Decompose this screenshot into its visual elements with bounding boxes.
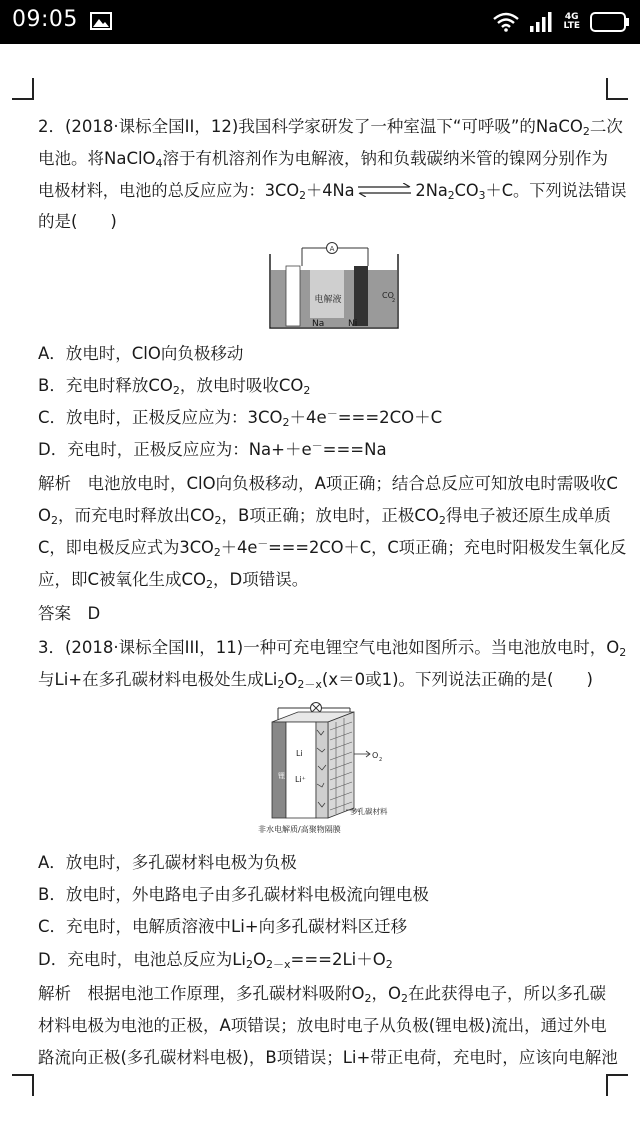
q2-option-c: C．放电时，正极反应应为：$3CO_2+4e^-===2CO+C$	[38, 407, 443, 429]
q3-option-d: D．充电时，电池总反应为$Li_2O_{2-x}===2Li+O_2$	[38, 950, 393, 971]
status-bar	[0, 0, 640, 44]
reversible-arrow-icon	[356, 183, 413, 197]
signal-strength-icon	[529, 12, 553, 32]
q2-explanation-line-2: $O_2$，而充电时释放出$CO_2$，B项正确；放电时，正极$CO_2$得电子被还原生成单质	[38, 506, 611, 527]
electrolyte-label: 电解液	[314, 295, 342, 305]
crop-mark-bottom-left	[12, 1074, 34, 1096]
lithium-air-battery-diagram	[258, 700, 394, 838]
lithium-electrode-label: 锂	[278, 772, 285, 780]
q2-explanation-line-4: 应，即C被氧化生成$CO_2$，D项错误。	[38, 570, 309, 591]
q3-stem-line-2: 与Li+在多孔碳材料电极处生成$Li_2O_{2-x}(x=0$或1)。下列说法正确的是( )	[38, 670, 593, 691]
status-time: 09:05	[12, 7, 78, 32]
crop-mark-top-right	[606, 78, 628, 100]
q2-stem-line-1: 2．(2018·课标全国II，12)我国科学家研发了一种室温下“可呼吸”的NaCO$_2$二次	[38, 117, 623, 138]
o2-subscript: 2	[379, 757, 383, 763]
gallery-notification-icon	[90, 12, 112, 30]
crop-mark-bottom-right	[606, 1074, 628, 1096]
q2-option-d: D．充电时，正极反应应为：Na+＋e－===Na	[38, 439, 387, 459]
co2-label: CO	[382, 291, 394, 300]
network-type-top: 4G	[564, 12, 579, 22]
o2-label: O	[372, 751, 379, 760]
q2-answer: 答案 D	[38, 604, 101, 623]
q2-stem-line-3: 电极材料，电池的总反应应为：$3CO_2+4Na$ $2Na_2CO_3+C$。下列说法错误	[38, 181, 627, 202]
q2-explanation-line-1: 解析 电池放电时，ClO向负极移动，A项正确；结合总反应可知放电时需吸收C	[38, 474, 618, 493]
network-type-bottom: LTE	[563, 21, 580, 31]
q3-stem-line-1: 3．(2018·课标全国III，11)一种可充电锂空气电池如图所示。当电池放电时，$O_2$	[38, 638, 627, 659]
status-right	[493, 8, 630, 36]
q3-option-a: A．放电时，多孔碳材料电极为负极	[38, 853, 297, 872]
network-type-label	[563, 13, 580, 31]
ammeter-label: A	[329, 245, 335, 253]
q3-explanation-line-3: 路流向正极(多孔碳材料电极)，B项错误；Li+带正电荷，充电时，应该向电解池	[38, 1048, 618, 1067]
q2-stem-line-2: 电池。将NaClO$_4$溶于有机溶剂作为电解液，钠和负载碳纳米管的镍网分别作为	[38, 149, 609, 170]
q3-explanation-line-2: 材料电极为电池的正极，A项错误；放电时电子从负极(锂电极)流出，通过外电	[38, 1016, 607, 1035]
co2-subscript: 2	[392, 298, 396, 304]
na-electrode-label: Na	[312, 319, 325, 329]
q2-option-b: B．充电时释放$CO_2$，放电时吸收$CO_2$	[38, 376, 311, 397]
porous-carbon-label: 多孔碳材料	[350, 807, 388, 816]
battery-icon	[590, 12, 630, 32]
q2-explanation-line-3: C，即电极反应式为$3CO_2+4e^-===2CO+C$，C项正确；充电时阳极发生氧化反	[38, 537, 627, 559]
na-co2-battery-diagram	[268, 240, 400, 332]
q2-stem-line-4: 的是( )	[38, 212, 117, 231]
ni-electrode-label: Ni	[348, 319, 358, 329]
li-label: Li	[296, 749, 303, 758]
q3-option-b: B．放电时，外电路电子由多孔碳材料电极流向锂电极	[38, 885, 429, 904]
q2-option-a: A．放电时，ClO向负极移动	[38, 344, 244, 363]
membrane-label: 非水电解质/高聚物隔膜	[258, 825, 341, 834]
q3-option-c: C．充电时，电解质溶液中Li+向多孔碳材料区迁移	[38, 917, 408, 936]
wifi-icon	[493, 12, 519, 32]
crop-mark-top-left	[12, 78, 34, 100]
q3-explanation-line-1: 解析 根据电池工作原理，多孔碳材料吸附$O_2$，$O_2$在此获得电子，所以多孔碳	[38, 984, 606, 1005]
li-ion-label: Li⁺	[295, 775, 306, 784]
